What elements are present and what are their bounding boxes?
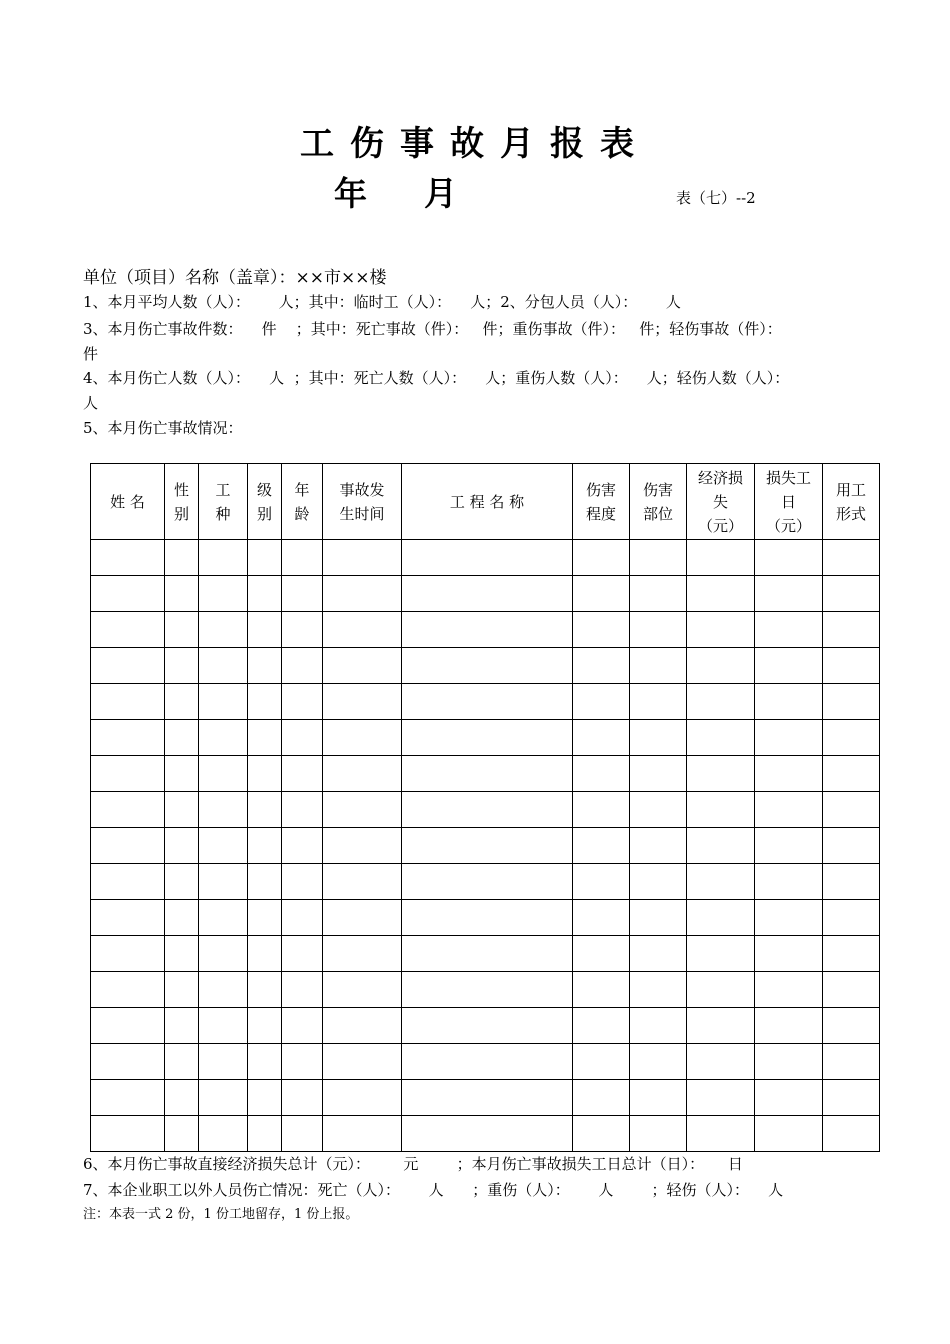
table-cell[interactable]	[630, 648, 687, 684]
table-cell[interactable]	[323, 828, 402, 864]
footnote: 注：本表一式 2 份，1 份工地留存，1 份上报。	[83, 1207, 359, 1222]
table-cell[interactable]	[823, 864, 880, 900]
accident-table	[90, 463, 880, 1152]
table-row	[91, 540, 880, 576]
accident-detail-heading: 5、本月伤亡事故情况：	[83, 419, 243, 437]
table-cell[interactable]	[687, 1008, 755, 1044]
table-cell[interactable]	[687, 828, 755, 864]
table-row	[91, 1080, 880, 1116]
table-cell[interactable]	[402, 936, 573, 972]
table-cell[interactable]	[823, 756, 880, 792]
table-cell[interactable]	[630, 1008, 687, 1044]
table-cell[interactable]	[91, 1008, 165, 1044]
table-cell[interactable]	[199, 684, 248, 720]
table-cell[interactable]	[687, 612, 755, 648]
table-cell[interactable]	[199, 1044, 248, 1080]
table-cell[interactable]	[573, 792, 630, 828]
table-cell[interactable]	[630, 1116, 687, 1152]
header-injury-part: 伤害 部位	[630, 464, 687, 540]
table-cell[interactable]	[282, 576, 323, 612]
table-row	[91, 828, 880, 864]
table-cell[interactable]	[755, 828, 823, 864]
table-cell[interactable]	[282, 540, 323, 576]
table-cell[interactable]	[573, 1080, 630, 1116]
table-cell[interactable]	[91, 612, 165, 648]
table-cell[interactable]	[402, 576, 573, 612]
table-row	[91, 648, 880, 684]
table-cell[interactable]	[282, 1116, 323, 1152]
table-cell[interactable]	[823, 1008, 880, 1044]
table-cell[interactable]	[165, 684, 199, 720]
table-row	[91, 684, 880, 720]
table-cell[interactable]	[165, 792, 199, 828]
table-row	[91, 864, 880, 900]
table-cell[interactable]	[402, 540, 573, 576]
table-cell[interactable]	[402, 972, 573, 1008]
table-cell[interactable]	[165, 936, 199, 972]
table-cell[interactable]	[199, 1080, 248, 1116]
table-cell[interactable]	[199, 540, 248, 576]
header-project-name: 工 程 名 称	[402, 464, 573, 540]
table-cell[interactable]	[282, 792, 323, 828]
table-cell[interactable]	[248, 936, 282, 972]
table-cell[interactable]	[91, 720, 165, 756]
table-cell[interactable]	[248, 828, 282, 864]
table-cell[interactable]	[199, 972, 248, 1008]
table-cell[interactable]	[755, 720, 823, 756]
table-cell[interactable]	[823, 720, 880, 756]
table-header-row	[91, 464, 880, 540]
table-cell[interactable]	[573, 540, 630, 576]
table-cell[interactable]	[248, 792, 282, 828]
table-cell[interactable]	[199, 1008, 248, 1044]
table-row	[91, 756, 880, 792]
table-cell[interactable]	[755, 792, 823, 828]
table-cell[interactable]	[248, 1080, 282, 1116]
table-cell[interactable]	[402, 1080, 573, 1116]
table-cell[interactable]	[687, 1044, 755, 1080]
table-cell[interactable]	[165, 864, 199, 900]
table-cell[interactable]	[402, 828, 573, 864]
table-cell[interactable]	[248, 684, 282, 720]
table-cell[interactable]	[573, 864, 630, 900]
table-cell[interactable]	[165, 972, 199, 1008]
year-label: 年	[334, 174, 367, 213]
table-cell[interactable]	[687, 972, 755, 1008]
table-cell[interactable]	[630, 612, 687, 648]
table-cell[interactable]	[248, 540, 282, 576]
table-cell[interactable]	[323, 756, 402, 792]
table-cell[interactable]	[402, 612, 573, 648]
table-cell[interactable]	[402, 684, 573, 720]
table-cell[interactable]	[755, 1080, 823, 1116]
table-cell[interactable]	[573, 1116, 630, 1152]
table-cell[interactable]	[823, 828, 880, 864]
table-cell[interactable]	[282, 828, 323, 864]
table-cell[interactable]	[573, 1044, 630, 1080]
header-age: 年 龄	[282, 464, 323, 540]
header-accident-time: 事故发 生时间	[323, 464, 402, 540]
table-cell[interactable]	[323, 540, 402, 576]
table-cell[interactable]	[573, 756, 630, 792]
table-cell[interactable]	[165, 828, 199, 864]
table-cell[interactable]	[755, 1008, 823, 1044]
table-row	[91, 972, 880, 1008]
table-cell[interactable]	[323, 972, 402, 1008]
table-cell[interactable]	[755, 900, 823, 936]
table-cell[interactable]	[199, 720, 248, 756]
table-cell[interactable]	[165, 1080, 199, 1116]
table-cell[interactable]	[248, 720, 282, 756]
table-cell[interactable]	[248, 612, 282, 648]
unit-name-line: 单位（项目）名称（盖章）：××市××楼	[83, 268, 387, 288]
table-cell[interactable]	[199, 792, 248, 828]
table-cell[interactable]	[755, 864, 823, 900]
table-cell[interactable]	[755, 1116, 823, 1152]
header-economic-loss: 经济损 失 （元）	[687, 464, 755, 540]
table-cell[interactable]	[687, 936, 755, 972]
header-gender: 性 别	[165, 464, 199, 540]
table-cell[interactable]	[282, 1008, 323, 1044]
table-cell[interactable]	[165, 1044, 199, 1080]
table-cell[interactable]	[165, 540, 199, 576]
table-cell[interactable]	[755, 612, 823, 648]
table-cell[interactable]	[165, 1008, 199, 1044]
table-cell[interactable]	[823, 684, 880, 720]
table-cell[interactable]	[402, 1116, 573, 1152]
table-cell[interactable]	[323, 900, 402, 936]
table-cell[interactable]	[630, 576, 687, 612]
table-cell[interactable]	[165, 900, 199, 936]
table-cell[interactable]	[755, 972, 823, 1008]
table-cell[interactable]	[91, 540, 165, 576]
table-cell[interactable]	[248, 864, 282, 900]
table-row	[91, 792, 880, 828]
table-cell[interactable]	[282, 864, 323, 900]
header-employment-form: 用工 形式	[823, 464, 880, 540]
table-cell[interactable]	[823, 1044, 880, 1080]
table-cell[interactable]	[323, 612, 402, 648]
table-cell[interactable]	[91, 1116, 165, 1152]
table-cell[interactable]	[630, 1044, 687, 1080]
table-cell[interactable]	[823, 576, 880, 612]
table-cell[interactable]	[687, 684, 755, 720]
table-cell[interactable]	[91, 648, 165, 684]
table-cell[interactable]	[248, 1116, 282, 1152]
table-cell[interactable]	[573, 648, 630, 684]
table-cell[interactable]	[165, 648, 199, 684]
table-cell[interactable]	[630, 792, 687, 828]
table-cell[interactable]	[573, 900, 630, 936]
table-cell[interactable]	[199, 648, 248, 684]
table-cell[interactable]	[282, 684, 323, 720]
table-cell[interactable]	[248, 576, 282, 612]
table-cell[interactable]	[823, 540, 880, 576]
table-cell[interactable]	[823, 1116, 880, 1152]
table-cell[interactable]	[630, 720, 687, 756]
table-cell[interactable]	[630, 900, 687, 936]
loss-total-line: 6、本月伤亡事故直接经济损失总计（元）： 元 ；本月伤亡事故损失工日总计（日）： 日	[83, 1155, 743, 1173]
table-cell[interactable]	[282, 900, 323, 936]
table-row	[91, 936, 880, 972]
table-cell[interactable]	[199, 1116, 248, 1152]
table-cell[interactable]	[402, 720, 573, 756]
table-cell[interactable]	[165, 576, 199, 612]
table-row	[91, 1116, 880, 1152]
table-cell[interactable]	[282, 972, 323, 1008]
table-cell[interactable]	[573, 1008, 630, 1044]
table-cell[interactable]	[199, 828, 248, 864]
accident-count-line-cont: 件	[83, 345, 99, 363]
table-cell[interactable]	[402, 792, 573, 828]
table-cell[interactable]	[248, 900, 282, 936]
table-cell[interactable]	[91, 684, 165, 720]
table-cell[interactable]	[687, 756, 755, 792]
table-cell[interactable]	[402, 1044, 573, 1080]
table-cell[interactable]	[91, 972, 165, 1008]
table-cell[interactable]	[402, 756, 573, 792]
table-cell[interactable]	[323, 792, 402, 828]
table-cell[interactable]	[755, 684, 823, 720]
table-cell[interactable]	[573, 972, 630, 1008]
table-cell[interactable]	[630, 864, 687, 900]
header-lost-workdays: 损失工 日 （元）	[755, 464, 823, 540]
table-cell[interactable]	[573, 612, 630, 648]
table-cell[interactable]	[282, 1044, 323, 1080]
table-cell[interactable]	[91, 1044, 165, 1080]
table-cell[interactable]	[323, 1116, 402, 1152]
table-cell[interactable]	[630, 972, 687, 1008]
casualty-count-line: 4、本月伤亡人数（人）： 人 ；其中：死亡人数（人）： 人；重伤人数（人）： 人；轻伤人数（人）：	[83, 369, 790, 387]
table-cell[interactable]	[823, 900, 880, 936]
table-cell[interactable]	[248, 648, 282, 684]
header-name: 姓 名	[91, 464, 165, 540]
table-cell[interactable]	[323, 576, 402, 612]
table-cell[interactable]	[248, 1044, 282, 1080]
table-cell[interactable]	[630, 828, 687, 864]
table-cell[interactable]	[630, 684, 687, 720]
table-cell[interactable]	[687, 720, 755, 756]
table-cell[interactable]	[91, 900, 165, 936]
table-cell[interactable]	[165, 756, 199, 792]
table-cell[interactable]	[823, 612, 880, 648]
table-row	[91, 1008, 880, 1044]
table-row	[91, 612, 880, 648]
table-cell[interactable]	[402, 1008, 573, 1044]
table-cell[interactable]	[823, 936, 880, 972]
table-cell[interactable]	[755, 648, 823, 684]
table-cell[interactable]	[573, 936, 630, 972]
table-cell[interactable]	[687, 1080, 755, 1116]
page-title: 工伤事故月报表	[300, 124, 650, 164]
table-cell[interactable]	[199, 576, 248, 612]
table-cell[interactable]	[630, 936, 687, 972]
table-cell[interactable]	[165, 1116, 199, 1152]
table-cell[interactable]	[282, 756, 323, 792]
table-cell[interactable]	[323, 1008, 402, 1044]
table-cell[interactable]	[282, 1080, 323, 1116]
table-cell[interactable]	[199, 612, 248, 648]
table-cell[interactable]	[573, 720, 630, 756]
table-cell[interactable]	[630, 756, 687, 792]
table-cell[interactable]	[687, 792, 755, 828]
table-cell[interactable]	[573, 684, 630, 720]
table-cell[interactable]	[323, 1044, 402, 1080]
table-cell[interactable]	[402, 900, 573, 936]
table-cell[interactable]	[323, 684, 402, 720]
table-cell[interactable]	[630, 1080, 687, 1116]
table-cell[interactable]	[687, 1116, 755, 1152]
table-cell[interactable]	[687, 900, 755, 936]
table-cell[interactable]	[91, 828, 165, 864]
table-row	[91, 900, 880, 936]
table-cell[interactable]	[573, 828, 630, 864]
table-cell[interactable]	[91, 576, 165, 612]
table-cell[interactable]	[165, 720, 199, 756]
table-cell[interactable]	[282, 936, 323, 972]
table-cell[interactable]	[687, 864, 755, 900]
table-cell[interactable]	[91, 756, 165, 792]
casualty-count-line-cont: 人	[83, 394, 99, 412]
table-cell[interactable]	[630, 540, 687, 576]
table-row	[91, 1044, 880, 1080]
table-cell[interactable]	[755, 1044, 823, 1080]
table-cell[interactable]	[687, 648, 755, 684]
table-cell[interactable]	[282, 720, 323, 756]
header-job-type: 工 种	[199, 464, 248, 540]
table-cell[interactable]	[687, 576, 755, 612]
table-cell[interactable]	[323, 1080, 402, 1116]
table-cell[interactable]	[573, 576, 630, 612]
year-month-heading	[334, 172, 484, 216]
table-row	[91, 576, 880, 612]
table-cell[interactable]	[91, 792, 165, 828]
table-cell[interactable]	[402, 864, 573, 900]
month-label: 月	[424, 174, 457, 213]
table-cell[interactable]	[323, 648, 402, 684]
table-row	[91, 720, 880, 756]
external-casualty-line: 7、本企业职工以外人员伤亡情况：死亡（人）： 人 ；重伤（人）： 人 ；轻伤（人）： 人	[83, 1181, 784, 1199]
table-cell[interactable]	[755, 576, 823, 612]
header-grade: 级 别	[248, 464, 282, 540]
table-cell[interactable]	[687, 540, 755, 576]
table-cell[interactable]	[248, 1008, 282, 1044]
table-cell[interactable]	[199, 864, 248, 900]
table-cell[interactable]	[91, 936, 165, 972]
header-injury-degree: 伤害 程度	[573, 464, 630, 540]
table-cell[interactable]	[91, 1080, 165, 1116]
table-cell[interactable]	[199, 900, 248, 936]
table-cell[interactable]	[165, 612, 199, 648]
table-cell[interactable]	[199, 936, 248, 972]
accident-count-line: 3、本月伤亡事故件数： 件 ；其中：死亡事故（件）： 件；重伤事故（件）： 件；轻伤事故（件）：	[83, 320, 782, 338]
table-cell[interactable]	[199, 756, 248, 792]
table-cell[interactable]	[755, 756, 823, 792]
form-code: 表（七）--2	[676, 189, 756, 207]
table-cell[interactable]	[755, 540, 823, 576]
table-cell[interactable]	[323, 720, 402, 756]
table-cell[interactable]	[248, 972, 282, 1008]
table-cell[interactable]	[323, 936, 402, 972]
table-cell[interactable]	[402, 648, 573, 684]
table-cell[interactable]	[755, 936, 823, 972]
table-cell[interactable]	[823, 792, 880, 828]
table-body	[91, 540, 880, 1152]
table-cell[interactable]	[323, 864, 402, 900]
table-cell[interactable]	[248, 756, 282, 792]
table-cell[interactable]	[823, 1080, 880, 1116]
headcount-line: 1、本月平均人数（人）： 人；其中：临时工（人）： 人；2、分包人员（人）： 人	[83, 293, 681, 311]
table-cell[interactable]	[823, 648, 880, 684]
table-cell[interactable]	[282, 612, 323, 648]
table-cell[interactable]	[91, 864, 165, 900]
table-cell[interactable]	[282, 648, 323, 684]
table-cell[interactable]	[823, 972, 880, 1008]
